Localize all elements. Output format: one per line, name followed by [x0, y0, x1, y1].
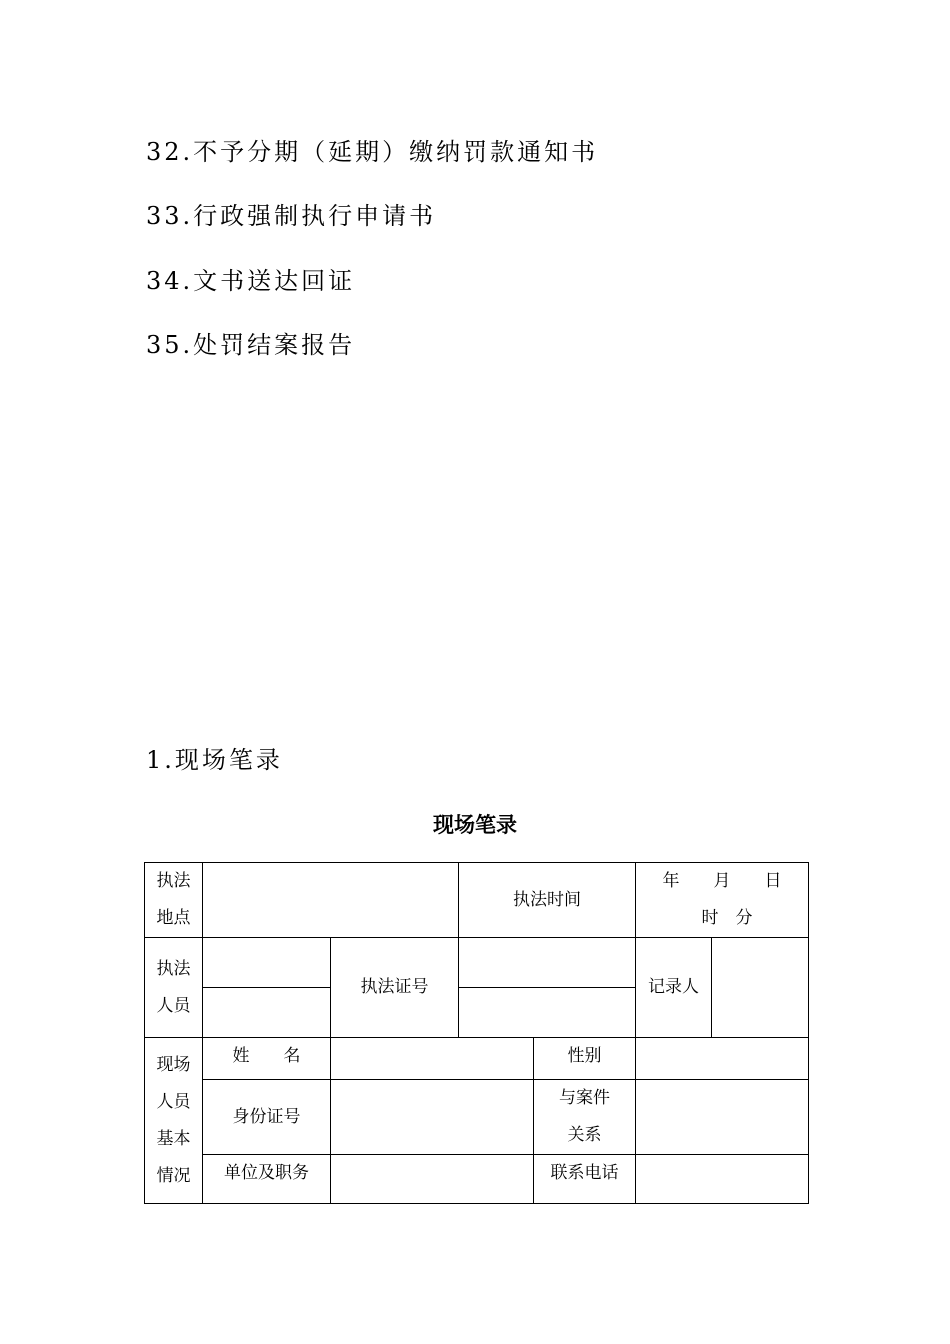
cert-label: 执法证号 [331, 938, 459, 1038]
recorder-field[interactable] [712, 938, 809, 1038]
party-label: 现场 人员 基本 情况 [145, 1038, 203, 1204]
cert-2-field[interactable] [459, 988, 636, 1038]
name-label: 姓 名 [203, 1038, 331, 1080]
form-title: 现场笔录 [433, 813, 517, 837]
relation-field[interactable] [636, 1080, 809, 1155]
recorder-label: 记录人 [636, 938, 712, 1038]
hour-minute-line: 时 分 [701, 908, 753, 928]
id-field[interactable] [331, 1080, 534, 1155]
unit-field[interactable] [331, 1155, 534, 1204]
list-item-33: 33.行政强制执行申请书 [146, 202, 437, 230]
gender-label: 性别 [534, 1038, 636, 1080]
location-label: 执法 地点 [145, 863, 203, 938]
cert-1-field[interactable] [459, 938, 636, 988]
list-item-35: 35.处罚结案报告 [146, 331, 356, 359]
name-field[interactable] [331, 1038, 534, 1080]
officer-label: 执法 人员 [145, 938, 203, 1038]
list-item-32: 32.不予分期（延期）缴纳罚款通知书 [146, 138, 599, 166]
phone-label: 联系电话 [534, 1155, 636, 1204]
location-field[interactable] [203, 863, 459, 938]
date-line: 年 月 日 [662, 871, 782, 891]
time-label: 执法时间 [459, 863, 636, 938]
relation-label: 与案件 关系 [534, 1080, 636, 1155]
officer-2-field[interactable] [203, 988, 331, 1038]
officer-1-field[interactable] [203, 938, 331, 988]
gender-field[interactable] [636, 1038, 809, 1080]
on-site-record-table [144, 862, 809, 1204]
phone-field[interactable] [636, 1155, 809, 1204]
section-heading: 1.现场笔录 [146, 746, 283, 774]
id-label: 身份证号 [203, 1080, 331, 1155]
list-item-34: 34.文书送达回证 [146, 267, 356, 295]
unit-label: 单位及职务 [203, 1155, 331, 1204]
time-field[interactable] [636, 863, 809, 938]
